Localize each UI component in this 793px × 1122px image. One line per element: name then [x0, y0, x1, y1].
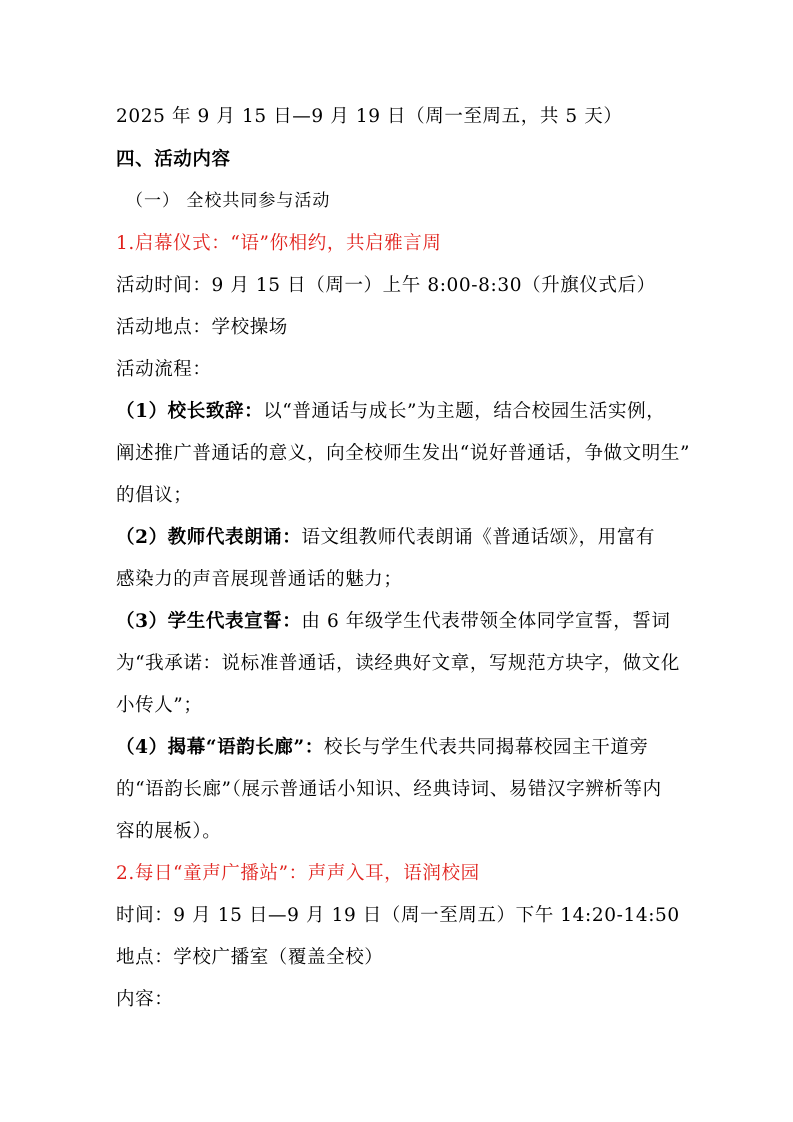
step-1-text: 以“普通话与成长”为主题，结合校园生活实例，: [263, 401, 666, 422]
step-1-line-1: [116, 399, 665, 425]
step-2-line-1: [116, 525, 655, 551]
item2-content-label: 内容：: [116, 989, 174, 1010]
item1-time: 活动时间：9 月 15 日（周一）上午 8:00-8:30（升旗仪式后）: [116, 275, 656, 296]
step-4-line-3: 容的展板）。: [116, 821, 222, 842]
step-1-line-3: 的倡议；: [116, 485, 193, 506]
item2-time: 时间：9 月 15 日—9 月 19 日（周一至周五）下午 14:20-14:50: [116, 905, 680, 926]
step-3-lead: （3）学生代表宣誓：: [116, 611, 302, 632]
date-line: 2025 年 9 月 15 日—9 月 19 日（周一至周五，共 5 天）: [116, 106, 623, 127]
step-4-line-2: 的“语韵长廊”（展示普通话小知识、经典诗词、易错汉字辨析等内: [116, 779, 662, 800]
subsection-heading: （一） 全校共同参与活动: [126, 191, 331, 211]
step-3-line-3: 小传人”；: [116, 695, 203, 716]
item1-title: 1.启幕仪式：“语”你相约，共启雅言周: [116, 233, 442, 254]
section-heading: 四、活动内容: [116, 149, 231, 170]
item1-place: 活动地点：学校操场: [116, 317, 288, 338]
step-3-text: 由 6 年级学生代表带领全体同学宣誓，誓词: [301, 611, 671, 632]
step-2-text: 语文组教师代表朗诵《普通话颂》，用富有: [301, 527, 656, 548]
step-1-line-2: 阐述推广普通话的意义，向全校师生发出“说好普通话，争做文明生”: [116, 443, 691, 464]
step-1-lead: （1）校长致辞：: [116, 401, 264, 422]
step-4-line-1: [116, 735, 649, 761]
step-2-lead: （2）教师代表朗诵：: [116, 527, 302, 548]
step-4-lead: （4）揭幕“语韵长廊”：: [116, 737, 324, 758]
step-4-text: 校长与学生代表共同揭幕校园主干道旁: [323, 737, 649, 758]
step-3-line-1: [116, 609, 671, 635]
item1-flow-label: 活动流程：: [116, 359, 212, 380]
item2-place: 地点：学校广播室（覆盖全校）: [116, 947, 384, 968]
step-2-line-2: 感染力的声音展现普通话的魅力；: [116, 569, 403, 590]
item2-title: 2.每日“童声广播站”：声声入耳，语润校园: [116, 863, 480, 884]
step-3-line-2: 为“我承诺：说标准普通话，读经典好文章，写规范方块字，做文化: [116, 653, 680, 674]
